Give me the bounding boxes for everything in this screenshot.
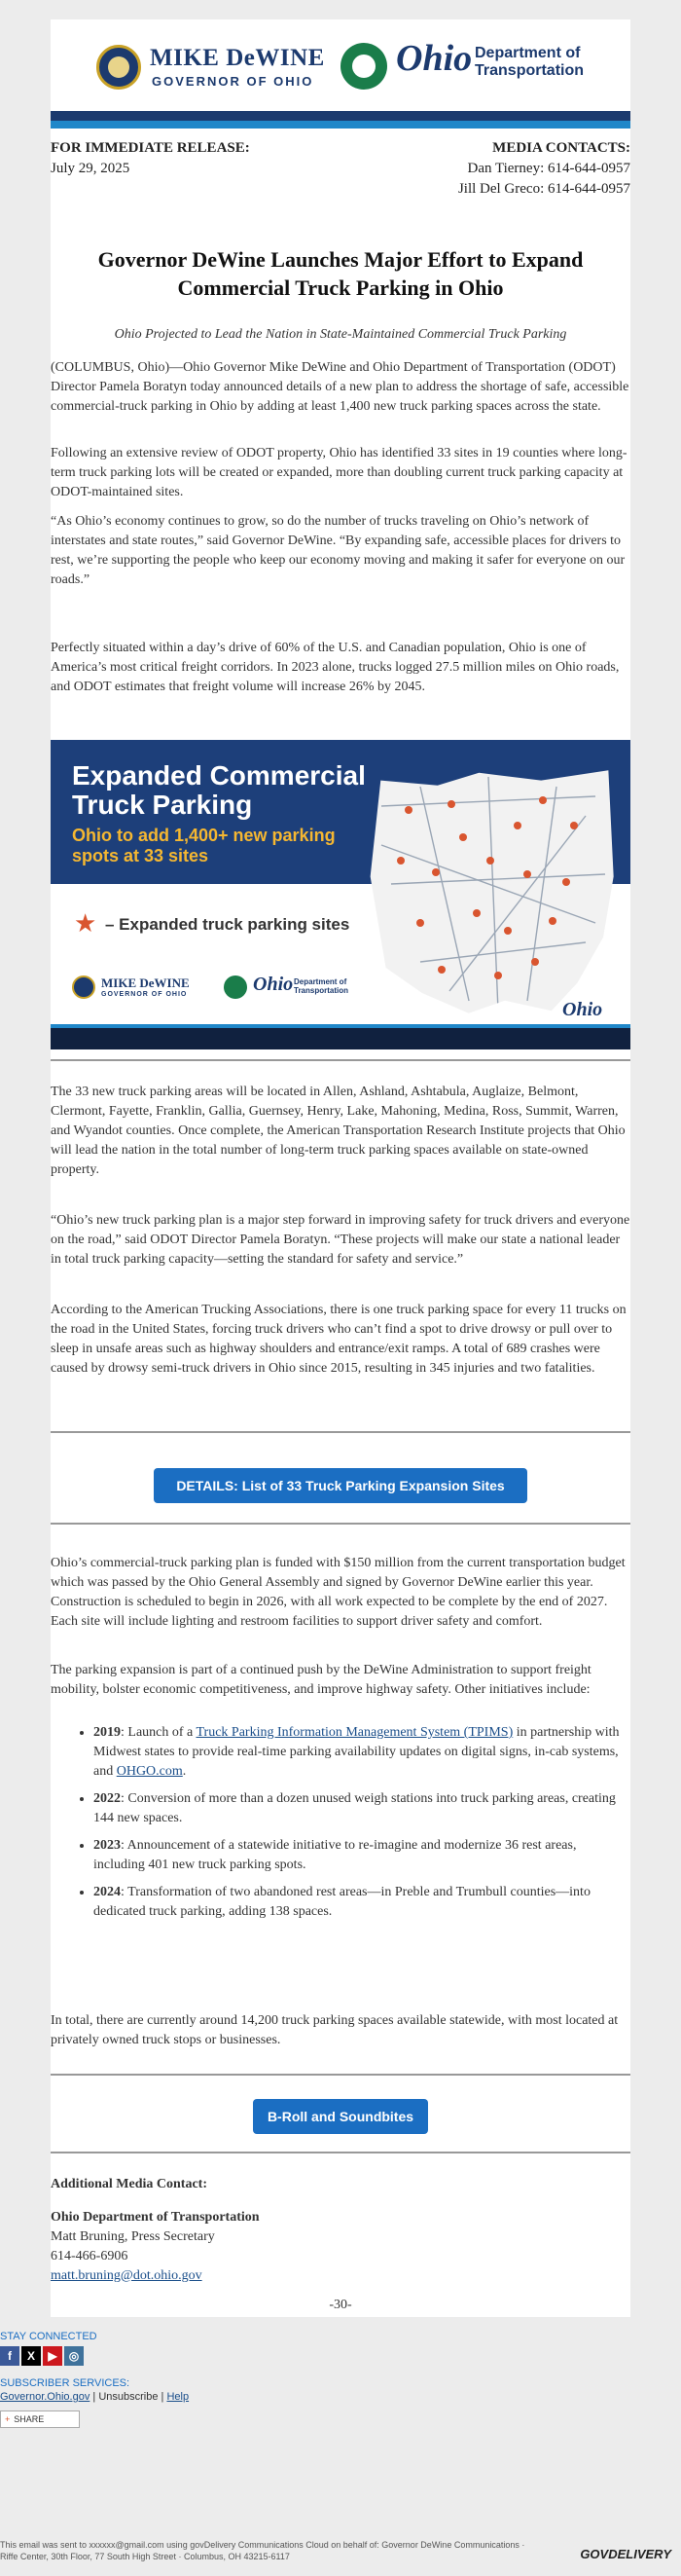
paragraph-4: Perfectly situated within a day’s drive of 60% of the U.S. and Canadian population, Ohio is one of America’s most critical freight corridors. In 2023 alone, trucks logged 27.5 million miles on Ohio roads, and ODOT estimates that freight volume will increase 26% by 2045. bbox=[51, 641, 620, 694]
unsubscribe-link[interactable]: Unsubscribe bbox=[98, 2391, 159, 2403]
paragraph-9: The parking expansion is part of a continued push by the DeWine Administration to support freight mobility, bolster economic competitiveness, and improve highway safety. Other initiatives include: bbox=[51, 1663, 591, 1697]
paragraph-10: In total, there are currently around 14,200 truck parking spaces available statewide, with most located at privately owned truck stops or businesses. bbox=[51, 2013, 619, 2047]
media-contacts: MEDIA CONTACTS: Dan Tierney: 614-644-0957 Jill Del Greco: 614-644-0957 bbox=[458, 138, 630, 200]
footer-disclaimer: This email was sent to xxxxxx@gmail.com using govDelivery Communications Cloud on behalf of: Governor DeWine Communications · Riffe Center, 30th Floor, 77 South High Street · Columbus, OH 43215-6117 bbox=[0, 2540, 525, 2561]
divider bbox=[51, 1523, 630, 1525]
paragraph-1: (COLUMBUS, Ohio)—Ohio Governor Mike DeWine and Ohio Department of Transportation (ODOT) Director Pamela Boratyn today announced details of a new plan to address the shortage of safe, accessible commercial-truck parking in Ohio by adding at least 1,400 new truck parking spaces across the state. bbox=[51, 360, 629, 414]
contact-phone: 614-466-6906 bbox=[51, 2249, 128, 2263]
govdelivery-logo: GOVDELIVERY bbox=[580, 2547, 671, 2561]
list-item: • 2023: Announcement of a statewide initiative to re-imagine and modernize 36 rest areas, including 401 new truck parking spots. bbox=[93, 1836, 630, 1875]
divider bbox=[51, 2074, 630, 2076]
contact-name: Matt Bruning, Press Secretary bbox=[51, 2229, 215, 2244]
paragraph-8: Ohio’s commercial-truck parking plan is funded with $150 million from the current transportation budget which was passed by the Ohio General Assembly and signed by Governor DeWine earlier this year. Construction is scheduled to begin in 2026, with all work expected to be complete by the end of 2027. Each site will include lighting and restroom facilities to support driver safety and comfort. bbox=[51, 1556, 626, 1629]
ohio-wordmark: Ohio bbox=[396, 38, 473, 79]
broll-button[interactable]: B-Roll and Soundbites bbox=[253, 2099, 428, 2134]
facebook-icon[interactable]: f bbox=[0, 2346, 19, 2366]
paragraph-7: According to the American Trucking Associations, there is one truck parking space for every 11 trucks on the road in the United States, forcing truck drivers who can’t find a spot to drive drowsy or pull over to sleep in unsafe areas such as highway shoulders and entrance/exit ramps. A total of 689 crashes were caused by drowsy semi-truck drivers in Ohio since 2015, resulting in 345 injuries and two fatalities. bbox=[51, 1303, 627, 1376]
end-mark: -30- bbox=[329, 2298, 352, 2312]
list-item: • 2024: Transformation of two abandoned rest areas—in Preble and Trumbull counties—into dedicated truck parking, adding 138 spaces. bbox=[93, 1883, 630, 1922]
paragraph-3: “As Ohio’s economy continues to grow, so do the number of trucks traveling on Ohio’s network of interstates and state routes,” said Governor DeWine. “By expanding safe, accessible places for drivers to rest, we’re supporting the people who keep our economy moving and making it safer for everyone on our roads.” bbox=[51, 514, 626, 587]
help-link[interactable]: Help bbox=[166, 2391, 190, 2403]
ohio-find-it-here-logo: Ohio bbox=[562, 999, 603, 1020]
infographic-headline: Expanded Commercial Truck Parking bbox=[72, 760, 366, 820]
header-stripe-accent bbox=[51, 121, 630, 129]
ohgo-link[interactable]: OHGO.com bbox=[116, 1764, 183, 1779]
subscriber-services-label: SUBSCRIBER SERVICES: bbox=[0, 2377, 130, 2389]
divider bbox=[51, 1059, 630, 1061]
ohio-map bbox=[360, 765, 619, 1018]
email-footer: STAY CONNECTED f X ▶ ◎ SUBSCRIBER SERVICES: Governor.Ohio.gov | Unsubscribe | Help + SHARE This email was sent to xxxxxx@gmail.com using govDelivery Communications Cloud on behalf of: Governor DeWine Communications · Riffe Center, 30th Floor, 77 South High Street · Columbus, OH 43215-6117 GOVDELIVERY bbox=[0, 2331, 671, 2561]
youtube-icon[interactable]: ▶ bbox=[43, 2346, 62, 2366]
article-subtitle: Ohio Projected to Lead the Nation in State-Maintained Commercial Truck Parking bbox=[114, 327, 567, 342]
stay-connected-label: STAY CONNECTED bbox=[0, 2331, 97, 2342]
details-button[interactable]: DETAILS: List of 33 Truck Parking Expansion Sites bbox=[154, 1468, 527, 1503]
header-stripe bbox=[51, 111, 630, 121]
paragraph-5: The 33 new truck parking areas will be located in Allen, Ashland, Ashtabula, Auglaize, Belmont, Clermont, Fayette, Franklin, Gallia, Guernsey, Henry, Lake, Mahoning, Medina, Ross, Summit, Warren, and Wyandot counties. Once complete, the American Transportation Research Institute projects that Ohio will lead the nation in the total number of long-term truck parking spaces available on state-owned property. bbox=[51, 1085, 626, 1177]
governor-title: GOVERNOR OF OHIO bbox=[152, 74, 314, 89]
release-date: July 29, 2025 bbox=[51, 161, 130, 176]
infographic-footer-bar bbox=[51, 1024, 630, 1049]
infographic-subheadline: Ohio to add 1,400+ new parking spots at 33 sites bbox=[72, 826, 336, 865]
email-card bbox=[51, 19, 630, 2317]
manage-link[interactable]: Governor.Ohio.gov bbox=[0, 2391, 90, 2403]
contact-email-link[interactable]: matt.bruning@dot.ohio.gov bbox=[51, 2268, 202, 2283]
release-info: FOR IMMEDIATE RELEASE: July 29, 2025 bbox=[51, 138, 250, 179]
header-logos bbox=[51, 19, 630, 129]
ohio-seal-icon bbox=[96, 45, 141, 90]
tpims-link[interactable]: Truck Parking Information Management System (TPIMS) bbox=[196, 1725, 514, 1740]
list-item: • 2019: Launch of a Truck Parking Information Management System (TPIMS) in partnership with Midwest states to provide real-time parking availability updates on digital signs, in-cab systems, and OHGO.com. bbox=[93, 1723, 630, 1782]
odot-dept-name: Department of Transportation bbox=[475, 45, 585, 79]
share-icon: + bbox=[5, 2414, 11, 2424]
paragraph-2: Following an extensive review of ODOT property, Ohio has identified 33 sites in 19 counties where long-term truck parking lots will be created or expanded, more than doubling current truck parking capacity at ODOT-maintained sites. bbox=[51, 446, 627, 499]
additional-contact-label: Additional Media Contact: bbox=[51, 2177, 207, 2191]
governor-name: MIKE DeWINE bbox=[150, 45, 325, 71]
infographic-legend: – Expanded truck parking sites bbox=[105, 915, 350, 934]
media-contact-1: Dan Tierney: 614-644-0957 bbox=[467, 161, 630, 176]
divider bbox=[51, 1431, 630, 1433]
instagram-icon[interactable]: ◎ bbox=[64, 2346, 84, 2366]
list-item: • 2022: Conversion of more than a dozen unused weigh stations into truck parking areas, creating 144 new spaces. bbox=[93, 1789, 630, 1828]
odot-logo-icon bbox=[340, 43, 387, 90]
x-twitter-icon[interactable]: X bbox=[21, 2346, 41, 2366]
star-icon: ★ bbox=[74, 909, 97, 938]
share-button[interactable]: + SHARE bbox=[0, 2410, 80, 2428]
infographic-logos: MIKE DeWINE GOVERNOR OF OHIO Ohio Department of Transportation bbox=[72, 974, 364, 1003]
divider bbox=[51, 2152, 630, 2153]
odot-logo-icon bbox=[224, 975, 247, 999]
ohio-seal-icon bbox=[72, 975, 95, 999]
contact-org: Ohio Department of Transportation bbox=[51, 2210, 260, 2225]
paragraph-6: “Ohio’s new truck parking plan is a major step forward in improving safety for truck drivers and everyone on the road,” said ODOT Director Pamela Boratyn. “These projects will make our state a national leader in total truck parking capacity—setting the standard for safety and service.” bbox=[51, 1213, 630, 1267]
truck-parking-infographic bbox=[51, 740, 630, 1049]
initiatives-list bbox=[51, 1723, 630, 1930]
article-title: Governor DeWine Launches Major Effort to Expand Commercial Truck Parking in Ohio bbox=[97, 247, 584, 300]
media-contact-2: Jill Del Greco: 614-644-0957 bbox=[457, 181, 630, 197]
